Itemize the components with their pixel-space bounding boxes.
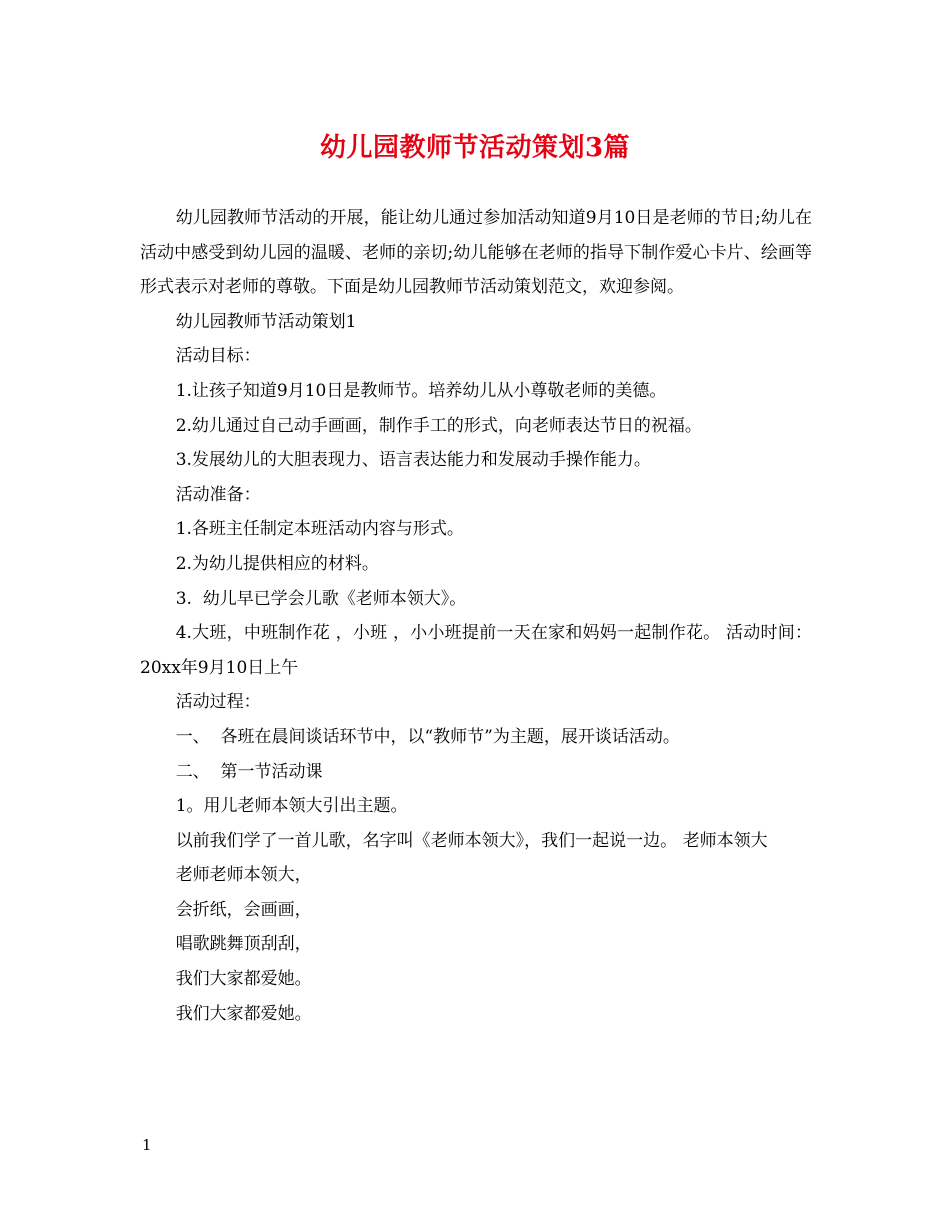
section-heading: 幼儿园教师节活动策划1 bbox=[175, 311, 357, 332]
list-item: 一、 各班在晨间谈话环节中，以“教师节”为主题，展开谈话活动。 bbox=[175, 726, 680, 747]
subsection-heading: 活动目标： bbox=[175, 346, 261, 367]
subsection-heading: 活动准备： bbox=[175, 484, 261, 505]
list-item: 3. 幼儿早已学会儿歌《老师本领大》。 bbox=[175, 588, 467, 609]
list-item: 2.为幼儿提供相应的材料。 bbox=[175, 553, 379, 574]
page-number: 1 bbox=[142, 1136, 152, 1154]
poem-line: 唱歌跳舞顶刮刮， bbox=[175, 934, 312, 955]
list-item: 4.大班，中班制作花 ，小班 ，小小班提前一天在家和妈妈一起制作花。 活动时间：20xx年9月10日上午 bbox=[140, 623, 812, 678]
list-item: 2.幼儿通过自己动手画画，制作手工的形式，向老师表达节日的祝福。 bbox=[175, 415, 702, 436]
document-body bbox=[140, 201, 812, 1031]
document-title: 幼儿园教师节活动策划3篇 bbox=[319, 133, 631, 163]
poem-line: 会折纸，会画画， bbox=[175, 899, 312, 920]
list-item: 1。用儿老师本领大引出主题。 bbox=[175, 796, 408, 817]
list-item: 1.各班主任制定本班活动内容与形式。 bbox=[175, 519, 464, 540]
list-item: 1.让孩子知道9月10日是教师节。培养幼儿从小尊敬老师的美德。 bbox=[175, 380, 667, 401]
list-item: 3.发展幼儿的大胆表现力、语言表达能力和发展动手操作能力。 bbox=[175, 450, 651, 471]
body-paragraph: 以前我们学了一首儿歌，名字叫《老师本领大》，我们一起说一边。 老师本领大 bbox=[175, 830, 768, 851]
poem-line: 老师老师本领大， bbox=[175, 865, 312, 886]
list-item: 二、 第一节活动课 bbox=[175, 761, 323, 782]
poem-line: 我们大家都爱她。 bbox=[175, 1003, 312, 1024]
subsection-heading: 活动过程： bbox=[175, 692, 261, 713]
intro-paragraph: 幼儿园教师节活动的开展，能让幼儿通过参加活动知道9月10日是老师的节日;幼儿在活动中感受到幼儿园的温暖、老师的亲切;幼儿能够在老师的指导下制作爱心卡片、绘画等形式表示对老师的尊敬。下面是幼儿园教师节活动策划范文，欢迎参阅。 bbox=[140, 208, 812, 298]
poem-line: 我们大家都爱她。 bbox=[175, 969, 312, 990]
